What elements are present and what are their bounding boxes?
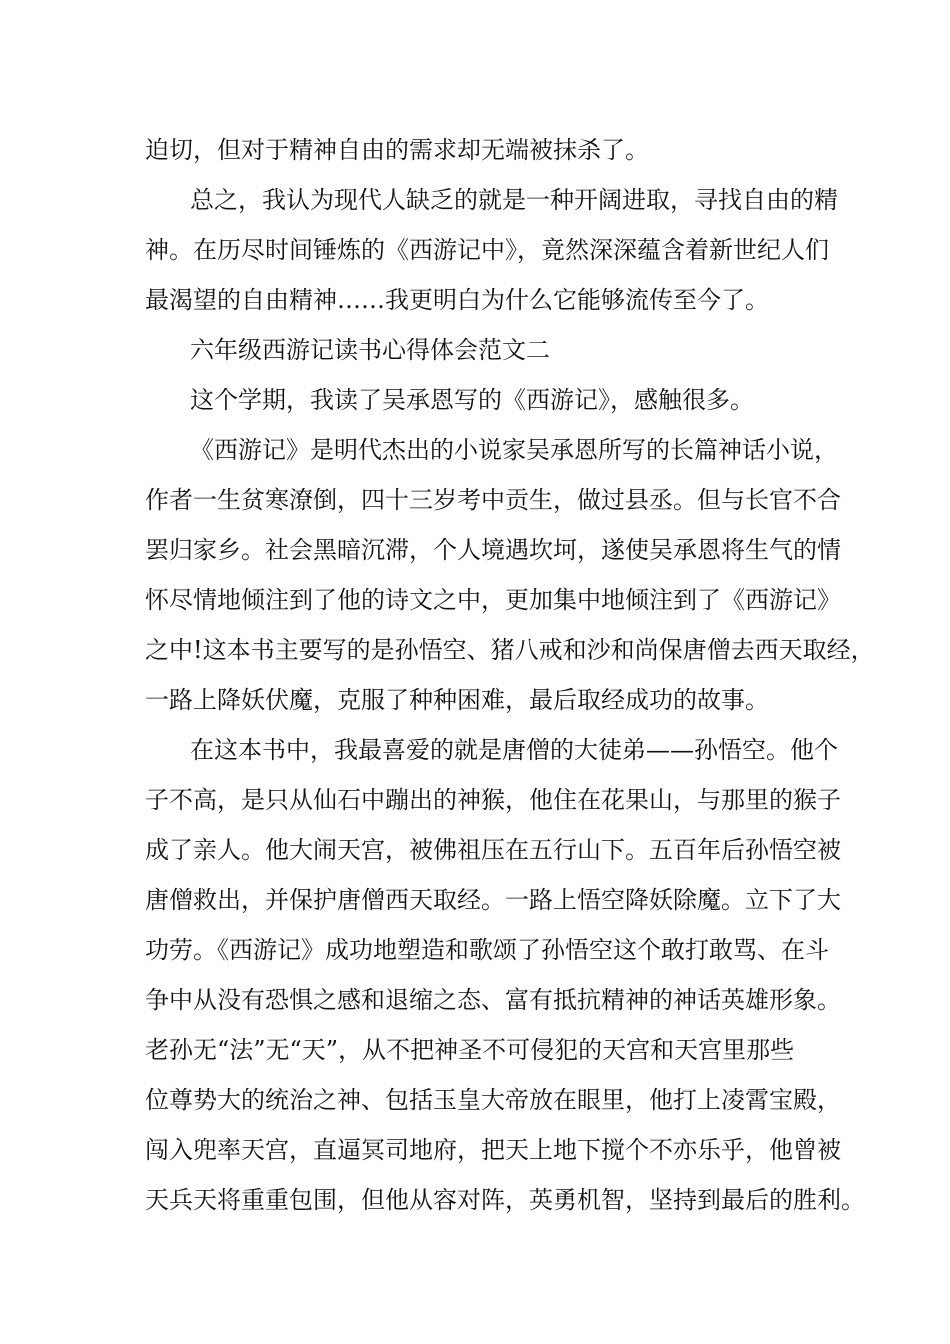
text-line: 怀尽情地倾注到了他的诗文之中，更加集中地倾注到了《西游记》	[145, 586, 841, 614]
text-line: 功劳。《西游记》成功地塑造和歌颂了孙悟空这个敢打敢骂、在斗	[145, 936, 829, 964]
text-line: 最渴望的自由精神……我更明白为什么它能够流传至今了。	[145, 286, 769, 314]
text-line: 成了亲人。他大闹天宫，被佛祖压在五行山下。五百年后孙悟空被	[145, 836, 841, 864]
text-line: 迫切，但对于精神自由的需求却无端被抹杀了。	[145, 136, 649, 164]
text-line: 天兵天将重重包围，但他从容对阵，英勇机智，坚持到最后的胜利。	[145, 1186, 865, 1214]
text-line: 之中!这本书主要写的是孙悟空、猪八戒和沙和尚保唐僧去西天取经，	[145, 636, 875, 664]
text-line: 一路上降妖伏魔，克服了种种困难，最后取经成功的故事。	[145, 686, 769, 714]
text-line: 唐僧救出，并保护唐僧西天取经。一路上悟空降妖除魔。立下了大	[145, 886, 841, 914]
text-line: 神。在历尽时间锤炼的《西游记中》，竟然深深蕴含着新世纪人们	[145, 236, 829, 264]
paragraph-start-line: 这个学期，我读了吴承恩写的《西游记》，感触很多。	[190, 386, 754, 414]
paragraph-start-line: 在这本书中，我最喜爱的就是唐僧的大徒弟——孙悟空。他个	[190, 736, 838, 764]
text-line: 作者一生贫寒潦倒，四十三岁考中贡生，做过县丞。但与长官不合	[145, 486, 841, 514]
text-line: 位尊势大的统治之神、包括玉皇大帝放在眼里，他打上凌霄宝殿，	[145, 1086, 841, 1114]
paragraph-start-line: 《西游记》是明代杰出的小说家吴承恩所写的长篇神话小说，	[190, 436, 838, 464]
text-line: 罢归家乡。社会黑暗沉滞，个人境遇坎坷，遂使吴承恩将生气的情	[145, 536, 841, 564]
text-line: 老孙无“法”无“天”，从不把神圣不可侵犯的天宫和天宫里那些	[145, 1036, 795, 1064]
text-line: 争中从没有恐惧之感和退缩之态、富有抵抗精神的神话英雄形象。	[145, 986, 841, 1014]
text-line: 子不高，是只从仙石中蹦出的神猴，他住在花果山，与那里的猴子	[145, 786, 841, 814]
text-line: 闯入兜率天宫，直逼冥司地府，把天上地下搅个不亦乐乎，他曾被	[145, 1136, 841, 1164]
paragraph-start-line: 总之，我认为现代人缺乏的就是一种开阔进取，寻找自由的精	[190, 186, 838, 214]
section-heading: 六年级西游记读书心得体会范文二	[190, 336, 550, 364]
